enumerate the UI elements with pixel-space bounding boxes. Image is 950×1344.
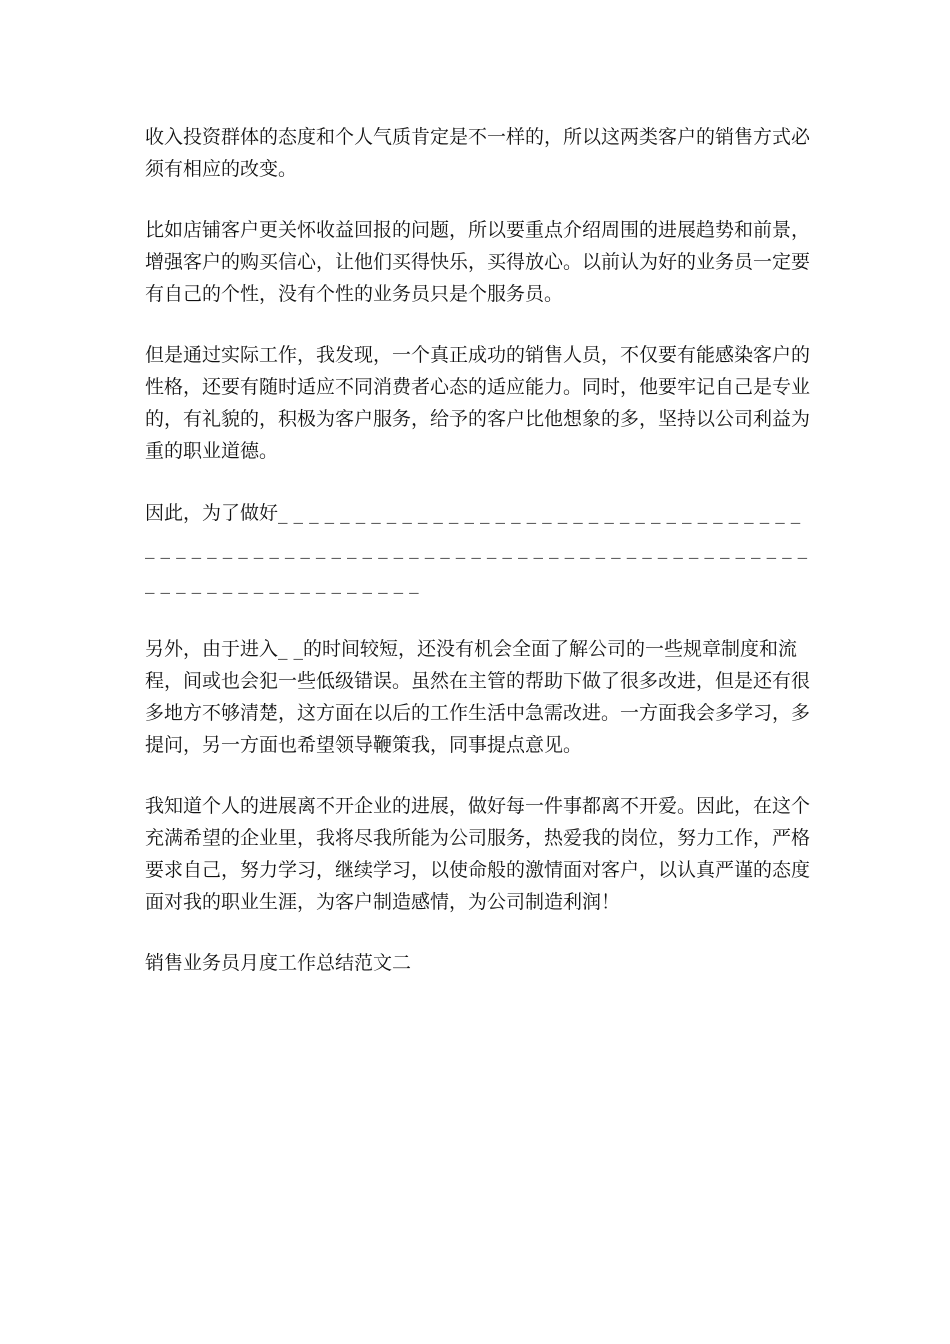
paragraph-commitment: 我知道个人的进展离不开企业的进展，做好每一件事都离不开爱。因此，在这个充满希望的企业里，我将尽我所能为公司服务，热爱我的岗位，努力工作，严格要求自己，努力学习，继续学习，以使命般的激情面对客户，以认真严谨的态度面对我的职业生涯，为客户制造感情，为公司制造利润！ bbox=[145, 795, 811, 913]
document-body bbox=[145, 121, 810, 1008]
paragraph-fill-in-blank: 因此，为了做好_ _ _ _ _ _ _ _ _ _ _ _ _ _ _ _ _ _ _ _ _ _ _ _ _ _ _ _ _ _ _ _ _ _ _ _ _ _ _ _ _ _ _ _ _ _ _ _ _ _ _ _ _ _ _ _ _ _ _ _ _ _ _ _ _ _ _ _ _ _ _ _ _ _ _ _ _ _ _ _ _ _ _ _ _ _ _ _ _ _ _ _ _ _ _ bbox=[145, 502, 808, 594]
paragraph-shop-clients: 比如店铺客户更关怀收益回报的问题，所以要重点介绍周围的进展趋势和前景，增强客户的购买信心，让他们买得快乐，买得放心。以前认为好的业务员一定要有自己的个性，没有个性的业务员只是个服务员。 bbox=[145, 219, 811, 305]
section-heading-example-two: 销售业务员月度工作总结范文二 bbox=[145, 952, 412, 974]
paragraph-practical-work: 但是通过实际工作，我发现，一个真正成功的销售人员，不仅要有能感染客户的性格，还要有随时适应不同消费者心态的适应能力。同时，他要牢记自己是专业的，有礼貌的，积极为客户服务，给予的客户比他想象的多，坚持以公司利益为重的职业道德。 bbox=[145, 344, 811, 462]
paragraph-short-tenure: 另外，由于进入_ _的时间较短，还没有机会全面了解公司的一些规章制度和流程，间或也会犯一些低级错误。虽然在主管的帮助下做了很多改进，但是还有很多地方不够清楚，这方面在以后的工作生活中急需改进。一方面我会多学习，多提问，另一方面也希望领导鞭策我，同事提点意见。 bbox=[145, 638, 811, 756]
paragraph-client-groups: 收入投资群体的态度和个人气质肯定是不一样的，所以这两类客户的销售方式必须有相应的改变。 bbox=[145, 126, 811, 180]
